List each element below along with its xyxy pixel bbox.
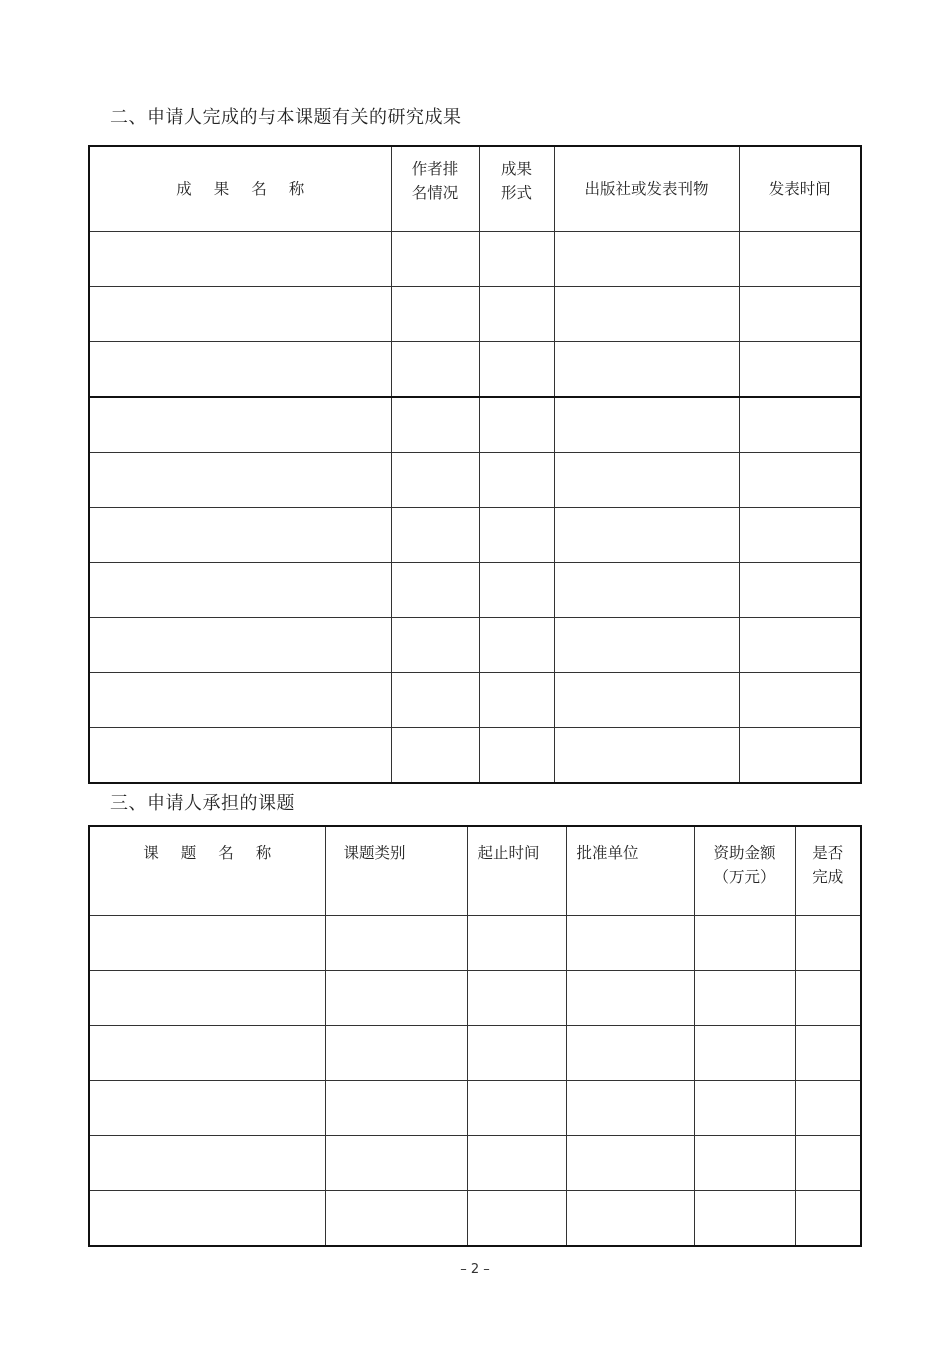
table-row <box>89 397 861 453</box>
table-cell[interactable] <box>89 287 391 342</box>
table-cell[interactable] <box>795 1026 861 1081</box>
table-cell[interactable] <box>391 618 479 673</box>
table-cell[interactable] <box>795 1191 861 1247</box>
table-cell[interactable] <box>739 232 861 287</box>
section-2-title: 二、申请人完成的与本课题有关的研究成果 <box>110 107 462 128</box>
table-cell[interactable] <box>694 1136 795 1191</box>
table-cell[interactable] <box>554 342 739 398</box>
header-publisher: 出版社或发表刊物 <box>554 146 739 232</box>
header-project-period: 起止时间 <box>467 826 566 916</box>
table-cell[interactable] <box>739 563 861 618</box>
table-cell[interactable] <box>479 563 554 618</box>
table-cell[interactable] <box>391 563 479 618</box>
table-cell[interactable] <box>554 453 739 508</box>
table-cell[interactable] <box>89 673 391 728</box>
table-row <box>89 232 861 287</box>
table-cell[interactable] <box>89 728 391 784</box>
table-row <box>89 916 861 971</box>
table-cell[interactable] <box>325 1081 467 1136</box>
table-cell[interactable] <box>694 1081 795 1136</box>
table-cell[interactable] <box>89 1026 325 1081</box>
table-row <box>89 287 861 342</box>
table-cell[interactable] <box>694 1026 795 1081</box>
header-approving-unit: 批准单位 <box>566 826 694 916</box>
table-cell[interactable] <box>467 971 566 1026</box>
table-cell[interactable] <box>739 728 861 784</box>
table-cell[interactable] <box>554 563 739 618</box>
table-cell[interactable] <box>479 232 554 287</box>
table-cell[interactable] <box>694 1191 795 1247</box>
table-cell[interactable] <box>89 971 325 1026</box>
table-cell[interactable] <box>739 453 861 508</box>
table-cell[interactable] <box>554 728 739 784</box>
table-cell[interactable] <box>391 508 479 563</box>
table-cell[interactable] <box>739 287 861 342</box>
header-completed: 是否 完成 <box>795 826 861 916</box>
table-row <box>89 1026 861 1081</box>
header-result-form: 成果 形式 <box>479 146 554 232</box>
table-cell[interactable] <box>89 916 325 971</box>
table-row <box>89 342 861 398</box>
table-cell[interactable] <box>739 397 861 453</box>
table-cell[interactable] <box>89 397 391 453</box>
table-cell[interactable] <box>391 397 479 453</box>
table-cell[interactable] <box>566 1081 694 1136</box>
table-cell[interactable] <box>391 232 479 287</box>
table-row <box>89 1191 861 1247</box>
section-3-title: 三、申请人承担的课题 <box>110 793 295 814</box>
projects-table <box>88 825 862 1247</box>
table-cell[interactable] <box>566 1026 694 1081</box>
table-cell[interactable] <box>89 508 391 563</box>
header-project-name: 课题名称 <box>89 826 325 916</box>
table-cell[interactable] <box>566 916 694 971</box>
table-cell[interactable] <box>554 508 739 563</box>
table-cell[interactable] <box>391 342 479 398</box>
table-cell[interactable] <box>325 1026 467 1081</box>
table-cell[interactable] <box>479 453 554 508</box>
table-cell[interactable] <box>795 1081 861 1136</box>
table-cell[interactable] <box>467 1026 566 1081</box>
table-cell[interactable] <box>89 342 391 398</box>
table-cell[interactable] <box>325 1191 467 1247</box>
table-cell[interactable] <box>391 453 479 508</box>
table-cell[interactable] <box>694 971 795 1026</box>
table-cell[interactable] <box>479 673 554 728</box>
table-cell[interactable] <box>795 1136 861 1191</box>
table-cell[interactable] <box>479 618 554 673</box>
table-cell[interactable] <box>89 1191 325 1247</box>
table-cell[interactable] <box>325 1136 467 1191</box>
table-row <box>89 1081 861 1136</box>
table-cell[interactable] <box>467 1136 566 1191</box>
page-number: – 2 – <box>460 1262 490 1277</box>
table-cell[interactable] <box>566 1191 694 1247</box>
table-cell[interactable] <box>89 563 391 618</box>
table-cell[interactable] <box>479 508 554 563</box>
table-row <box>89 1136 861 1191</box>
table-cell[interactable] <box>479 342 554 398</box>
table-cell[interactable] <box>89 232 391 287</box>
table-cell[interactable] <box>89 1136 325 1191</box>
table-cell[interactable] <box>566 971 694 1026</box>
table-cell[interactable] <box>739 508 861 563</box>
table-cell[interactable] <box>795 971 861 1026</box>
table-cell[interactable] <box>391 287 479 342</box>
table-cell[interactable] <box>566 1136 694 1191</box>
header-author-rank: 作者排 名情况 <box>391 146 479 232</box>
table-cell[interactable] <box>694 916 795 971</box>
header-project-category: 课题类别 <box>325 826 467 916</box>
table-row <box>89 453 861 508</box>
table-cell[interactable] <box>391 728 479 784</box>
table-cell[interactable] <box>554 397 739 453</box>
table-cell[interactable] <box>467 916 566 971</box>
research-results-table <box>88 145 862 784</box>
table-cell[interactable] <box>554 673 739 728</box>
table-cell[interactable] <box>467 1191 566 1247</box>
header-funding: 资助金额 （万元） <box>694 826 795 916</box>
table-cell[interactable] <box>795 916 861 971</box>
table-cell[interactable] <box>467 1081 566 1136</box>
table-cell[interactable] <box>739 673 861 728</box>
table-cell[interactable] <box>325 916 467 971</box>
table-row <box>89 563 861 618</box>
table-row <box>89 728 861 784</box>
table-cell[interactable] <box>554 287 739 342</box>
table-cell[interactable] <box>391 673 479 728</box>
table-cell[interactable] <box>89 618 391 673</box>
table-cell[interactable] <box>479 397 554 453</box>
header-publish-time: 发表时间 <box>739 146 861 232</box>
table-cell[interactable] <box>739 618 861 673</box>
table-cell[interactable] <box>479 287 554 342</box>
table-header-row <box>89 826 861 916</box>
table-cell[interactable] <box>89 1081 325 1136</box>
table-row <box>89 971 861 1026</box>
table-row <box>89 618 861 673</box>
table-cell[interactable] <box>325 971 467 1026</box>
table-row <box>89 673 861 728</box>
table-cell[interactable] <box>554 618 739 673</box>
table-row <box>89 508 861 563</box>
table-cell[interactable] <box>89 453 391 508</box>
table-cell[interactable] <box>739 342 861 398</box>
header-result-name: 成果名称 <box>89 146 391 232</box>
table-header-row <box>89 146 861 232</box>
table-cell[interactable] <box>554 232 739 287</box>
table-cell[interactable] <box>479 728 554 784</box>
